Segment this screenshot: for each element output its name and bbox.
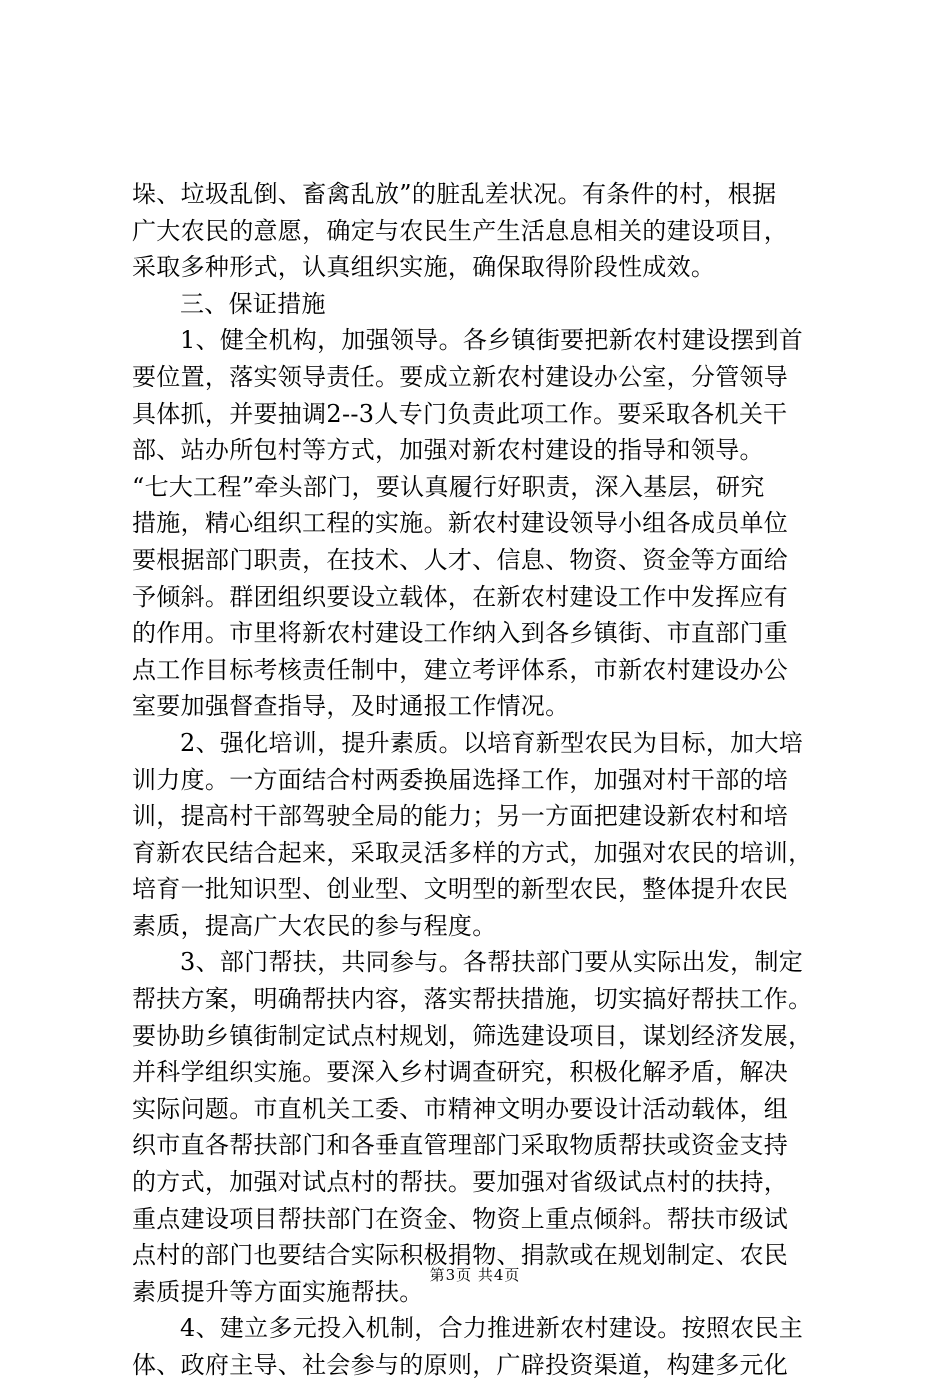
text-line: 的作用。市里将新农村建设工作纳入到各乡镇街、市直部门重 (132, 619, 789, 648)
text-line: 素质，提高广大农民的参与程度。 (132, 911, 497, 940)
text-line: 广大农民的意愿，确定与农民生产生活息息相关的建设项目， (132, 216, 789, 245)
text-line: 措施，精心组织工程的实施。新农村建设领导小组各成员单位 (132, 509, 789, 538)
text-line: 点村的部门也要结合实际积极捐物、捐款或在规划制定、农民 (132, 1241, 789, 1270)
text-line: 要位置，落实领导责任。要成立新农村建设办公室，分管领导 (132, 362, 789, 391)
paragraph-start: 1、健全机构，加强领导。各乡镇街要把新农村建设摆到首 (180, 326, 804, 355)
text-line: 要协助乡镇街制定试点村规划，筛选建设项目，谋划经济发展， (132, 1021, 813, 1050)
text-line: 予倾斜。群团组织要设立载体，在新农村建设工作中发挥应有 (132, 582, 789, 611)
text-line: 要根据部门职责，在技术、人才、信息、物资、资金等方面给 (132, 545, 789, 574)
text-line: 室要加强督查指导，及时通报工作情况。 (132, 692, 570, 721)
text-line: “七大工程”牵头部门，要认真履行好职责，深入基层，研究 (132, 472, 765, 501)
text-line: 并科学组织实施。要深入乡村调查研究，积极化解矛盾，解决 (132, 1058, 789, 1087)
text-line: 训，提高村干部驾驶全局的能力；另一方面把建设新农村和培 (132, 802, 789, 831)
paragraph-start: 2、强化培训，提升素质。以培育新型农民为目标，加大培 (180, 728, 804, 757)
text-line: 训力度。一方面结合村两委换届选择工作，加强对村干部的培 (132, 765, 789, 794)
text-line: 体、政府主导、社会参与的原则，广辟投资渠道，构建多元化 (132, 1351, 789, 1379)
text-line: 点工作目标考核责任制中，建立考评体系，市新农村建设办公 (132, 655, 789, 684)
text-line: 的方式，加强对试点村的帮扶。要加强对省级试点村的扶持， (132, 1168, 789, 1197)
text-line: 实际问题。市直机关工委、市精神文明办要设计活动载体，组 (132, 1094, 789, 1123)
text-line: 帮扶方案，明确帮扶内容，落实帮扶措施，切实搞好帮扶工作。 (132, 985, 813, 1014)
text-line: 育新农民结合起来，采取灵活多样的方式，加强对农民的培训， (132, 838, 813, 867)
section-heading: 三、保证措施 (180, 289, 326, 318)
text-line: 具体抓，并要抽调2--3人专门负责此项工作。要采取各机关干 (132, 399, 788, 428)
text-line: 采取多种形式，认真组织实施，确保取得阶段性成效。 (132, 253, 716, 282)
paragraph-start: 4、建立多元投入机制，合力推进新农村建设。按照农民主 (180, 1314, 804, 1343)
text-line: 织市直各帮扶部门和各垂直管理部门采取物质帮扶或资金支持 (132, 1131, 789, 1160)
text-line: 培育一批知识型、创业型、文明型的新型农民，整体提升农民 (132, 875, 789, 904)
document-body (132, 176, 832, 1384)
text-line: 部、站办所包村等方式，加强对新农村建设的指导和领导。 (132, 436, 764, 465)
text-line: 素质提升等方面实施帮扶。 (132, 1277, 424, 1306)
page-footer: 第3页 共4页 (429, 1266, 521, 1284)
text-line: 重点建设项目帮扶部门在资金、物资上重点倾斜。帮扶市级试 (132, 1204, 789, 1233)
paragraph-start: 3、部门帮扶，共同参与。各帮扶部门要从实际出发，制定 (180, 948, 804, 977)
text-line: 垛、垃圾乱倒、畜禽乱放”的脏乱差状况。有条件的村，根据 (132, 180, 777, 208)
